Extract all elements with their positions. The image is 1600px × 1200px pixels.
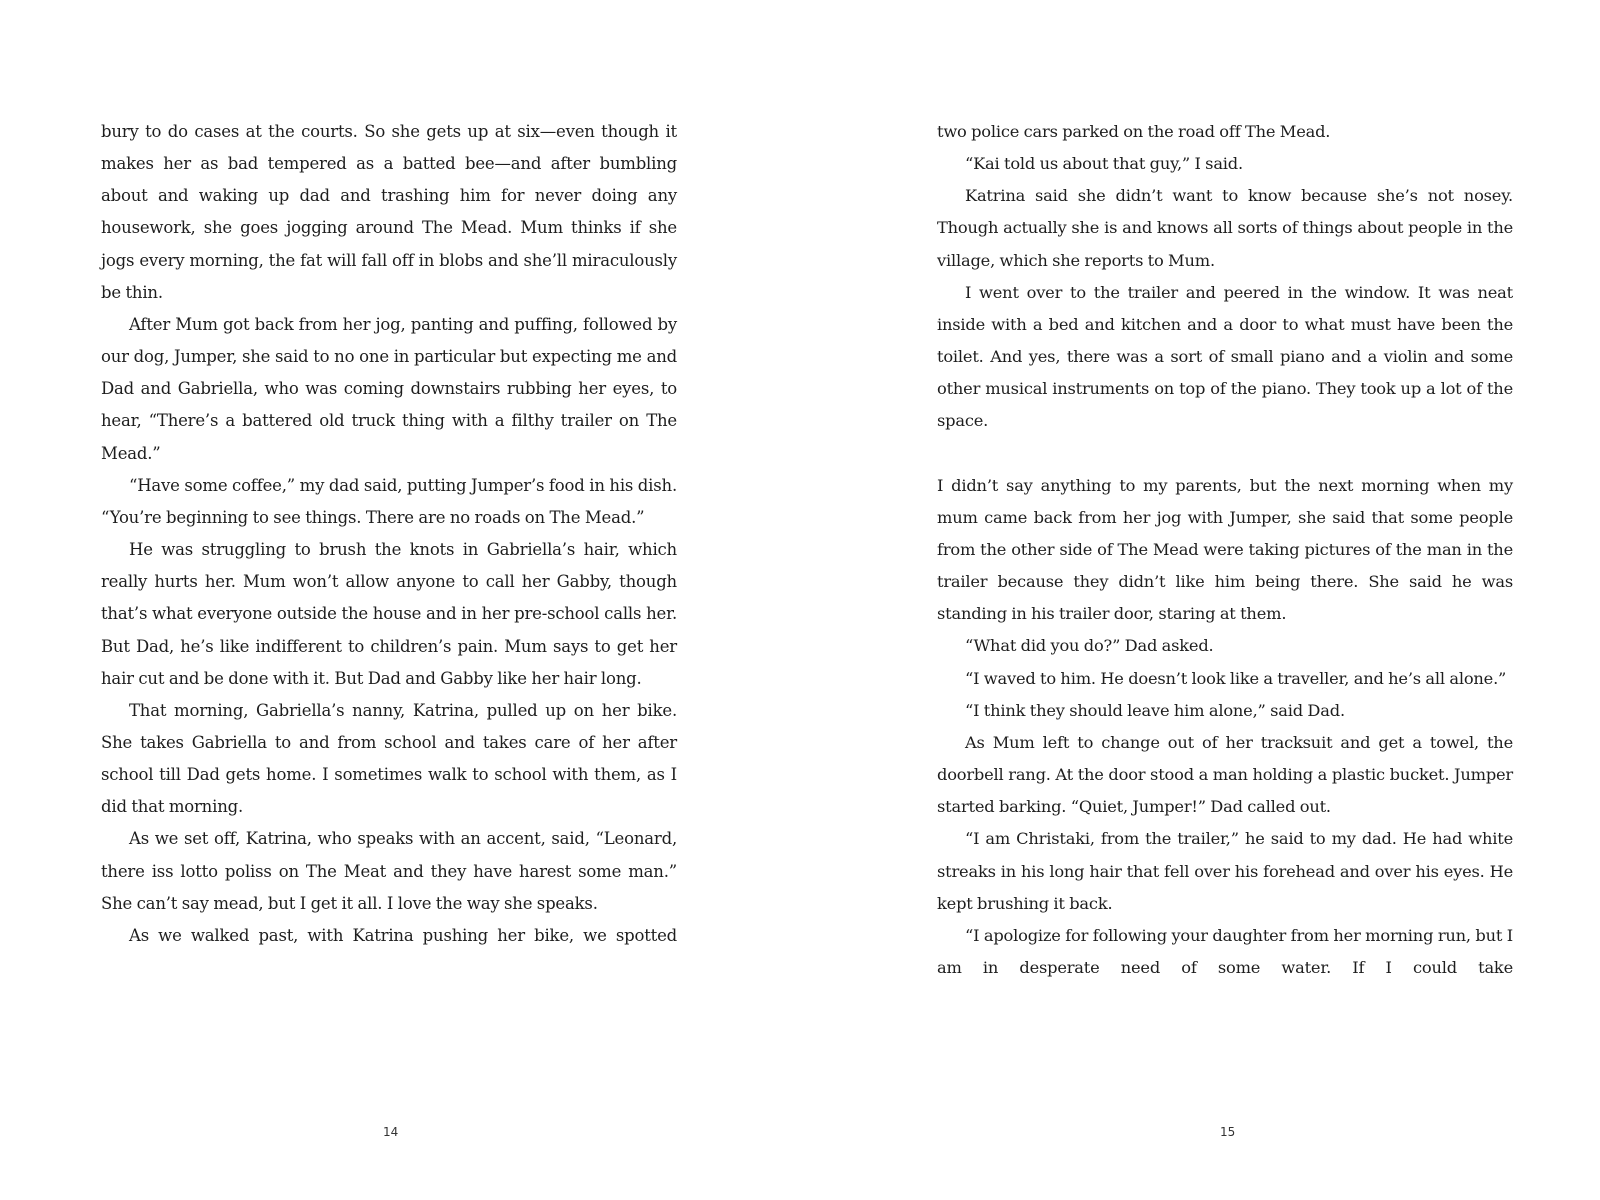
paragraph: I didn’t say anything to my parents, but the next morning when my mum came back from her jog with Jumper, she said that some people from the other side of The Mead were taking pictures of the man in the trailer because they didn’t like him being there. She said he was standing in his trailer door, staring at them. [937, 475, 1513, 624]
paragraph: two police cars parked on the road off The Mead. [937, 122, 1331, 141]
paragraph: As we set off, Katrina, who speaks with an accent, said, “Leonard, there iss lotto poliss on The Meat and they have harest some man.” She can’t say mead, but I get it all. I love the way she speaks. [101, 829, 677, 913]
right-page-body [937, 116, 1513, 984]
left-page-body [101, 116, 677, 952]
paragraph: bury to do cases at the courts. So she gets up at six—even though it makes her as bad tempered as a batted bee—and after bumbling about and waking up dad and trashing him for never doing any housework, she goes jogging around The Mead. Mum thinks if she jogs every morning, the fat will fall off in blobs and she’ll miraculously be thin. [101, 122, 677, 302]
page-number: 14 [383, 1125, 399, 1139]
paragraph: “I am Christaki, from the trailer,” he said to my dad. He had white streaks in his long hair that fell over his forehead and over his eyes. He kept brushing it back. [937, 829, 1513, 913]
paragraph: After Mum got back from her jog, panting and puffing, followed by our dog, Jumper, she said to no one in particular but expecting me and Dad and Gabriella, who was coming downstairs rubbing her eyes, to hear, “There’s a battered old truck thing with a filthy trailer on The Mead.” [101, 314, 677, 463]
paragraph: He was struggling to brush the knots in Gabriella’s hair, which really hurts her. Mum won’t allow anyone to call her Gabby, though that’s what everyone outside the house and in her pre-school calls her. But Dad, he’s like indifferent to children’s pain. Mum says to get her hair cut and be done with it. But Dad and Gabby like her hair long. [101, 540, 677, 688]
paragraph: Katrina said she didn’t want to know because she’s not nosey. Though actually she is and knows all sorts of things about people in the village, which she reports to Mum. [937, 186, 1513, 270]
scene-break [937, 438, 1513, 470]
page-number: 15 [1220, 1125, 1236, 1139]
paragraph: That morning, Gabriella’s nanny, Katrina, pulled up on her bike. She takes Gabriella to and from school and takes care of her after school till Dad gets home. I sometimes walk to school with them, as I did that morning. [101, 700, 677, 817]
paragraph: I went over to the trailer and peered in the window. It was neat inside with a bed and kitchen and a door to what must have been the toilet. And yes, there was a sort of small piano and a violin and some other musical instruments on top of the piano. They took up a lot of the space. [937, 282, 1513, 431]
paragraph: “What did you do?” Dad asked. [965, 636, 1214, 656]
paragraph: “I think they should leave him alone,” said Dad. [965, 700, 1345, 720]
paragraph: As Mum left to change out of her tracksuit and get a towel, the doorbell rang. At the door stood a man holding a plastic bucket. Jumper started barking. “Quiet, Jumper!” Dad called out. [937, 732, 1513, 817]
paragraph: “Kai told us about that guy,” I said. [965, 154, 1243, 174]
paragraph: As we walked past, with Katrina pushing her bike, we spotted [129, 925, 677, 945]
right-page [800, 0, 1600, 1200]
paragraph: “I apologize for following your daughter from her morning run, but I am in desperate need of some water. If I could take [937, 925, 1513, 978]
paragraph: “Have some coffee,” my dad said, putting Jumper’s food in his dish. “You’re beginning to see things. There are no roads on The Mead.” [101, 475, 677, 527]
paragraph: “I waved to him. He doesn’t look like a traveller, and he’s all alone.” [965, 668, 1507, 688]
